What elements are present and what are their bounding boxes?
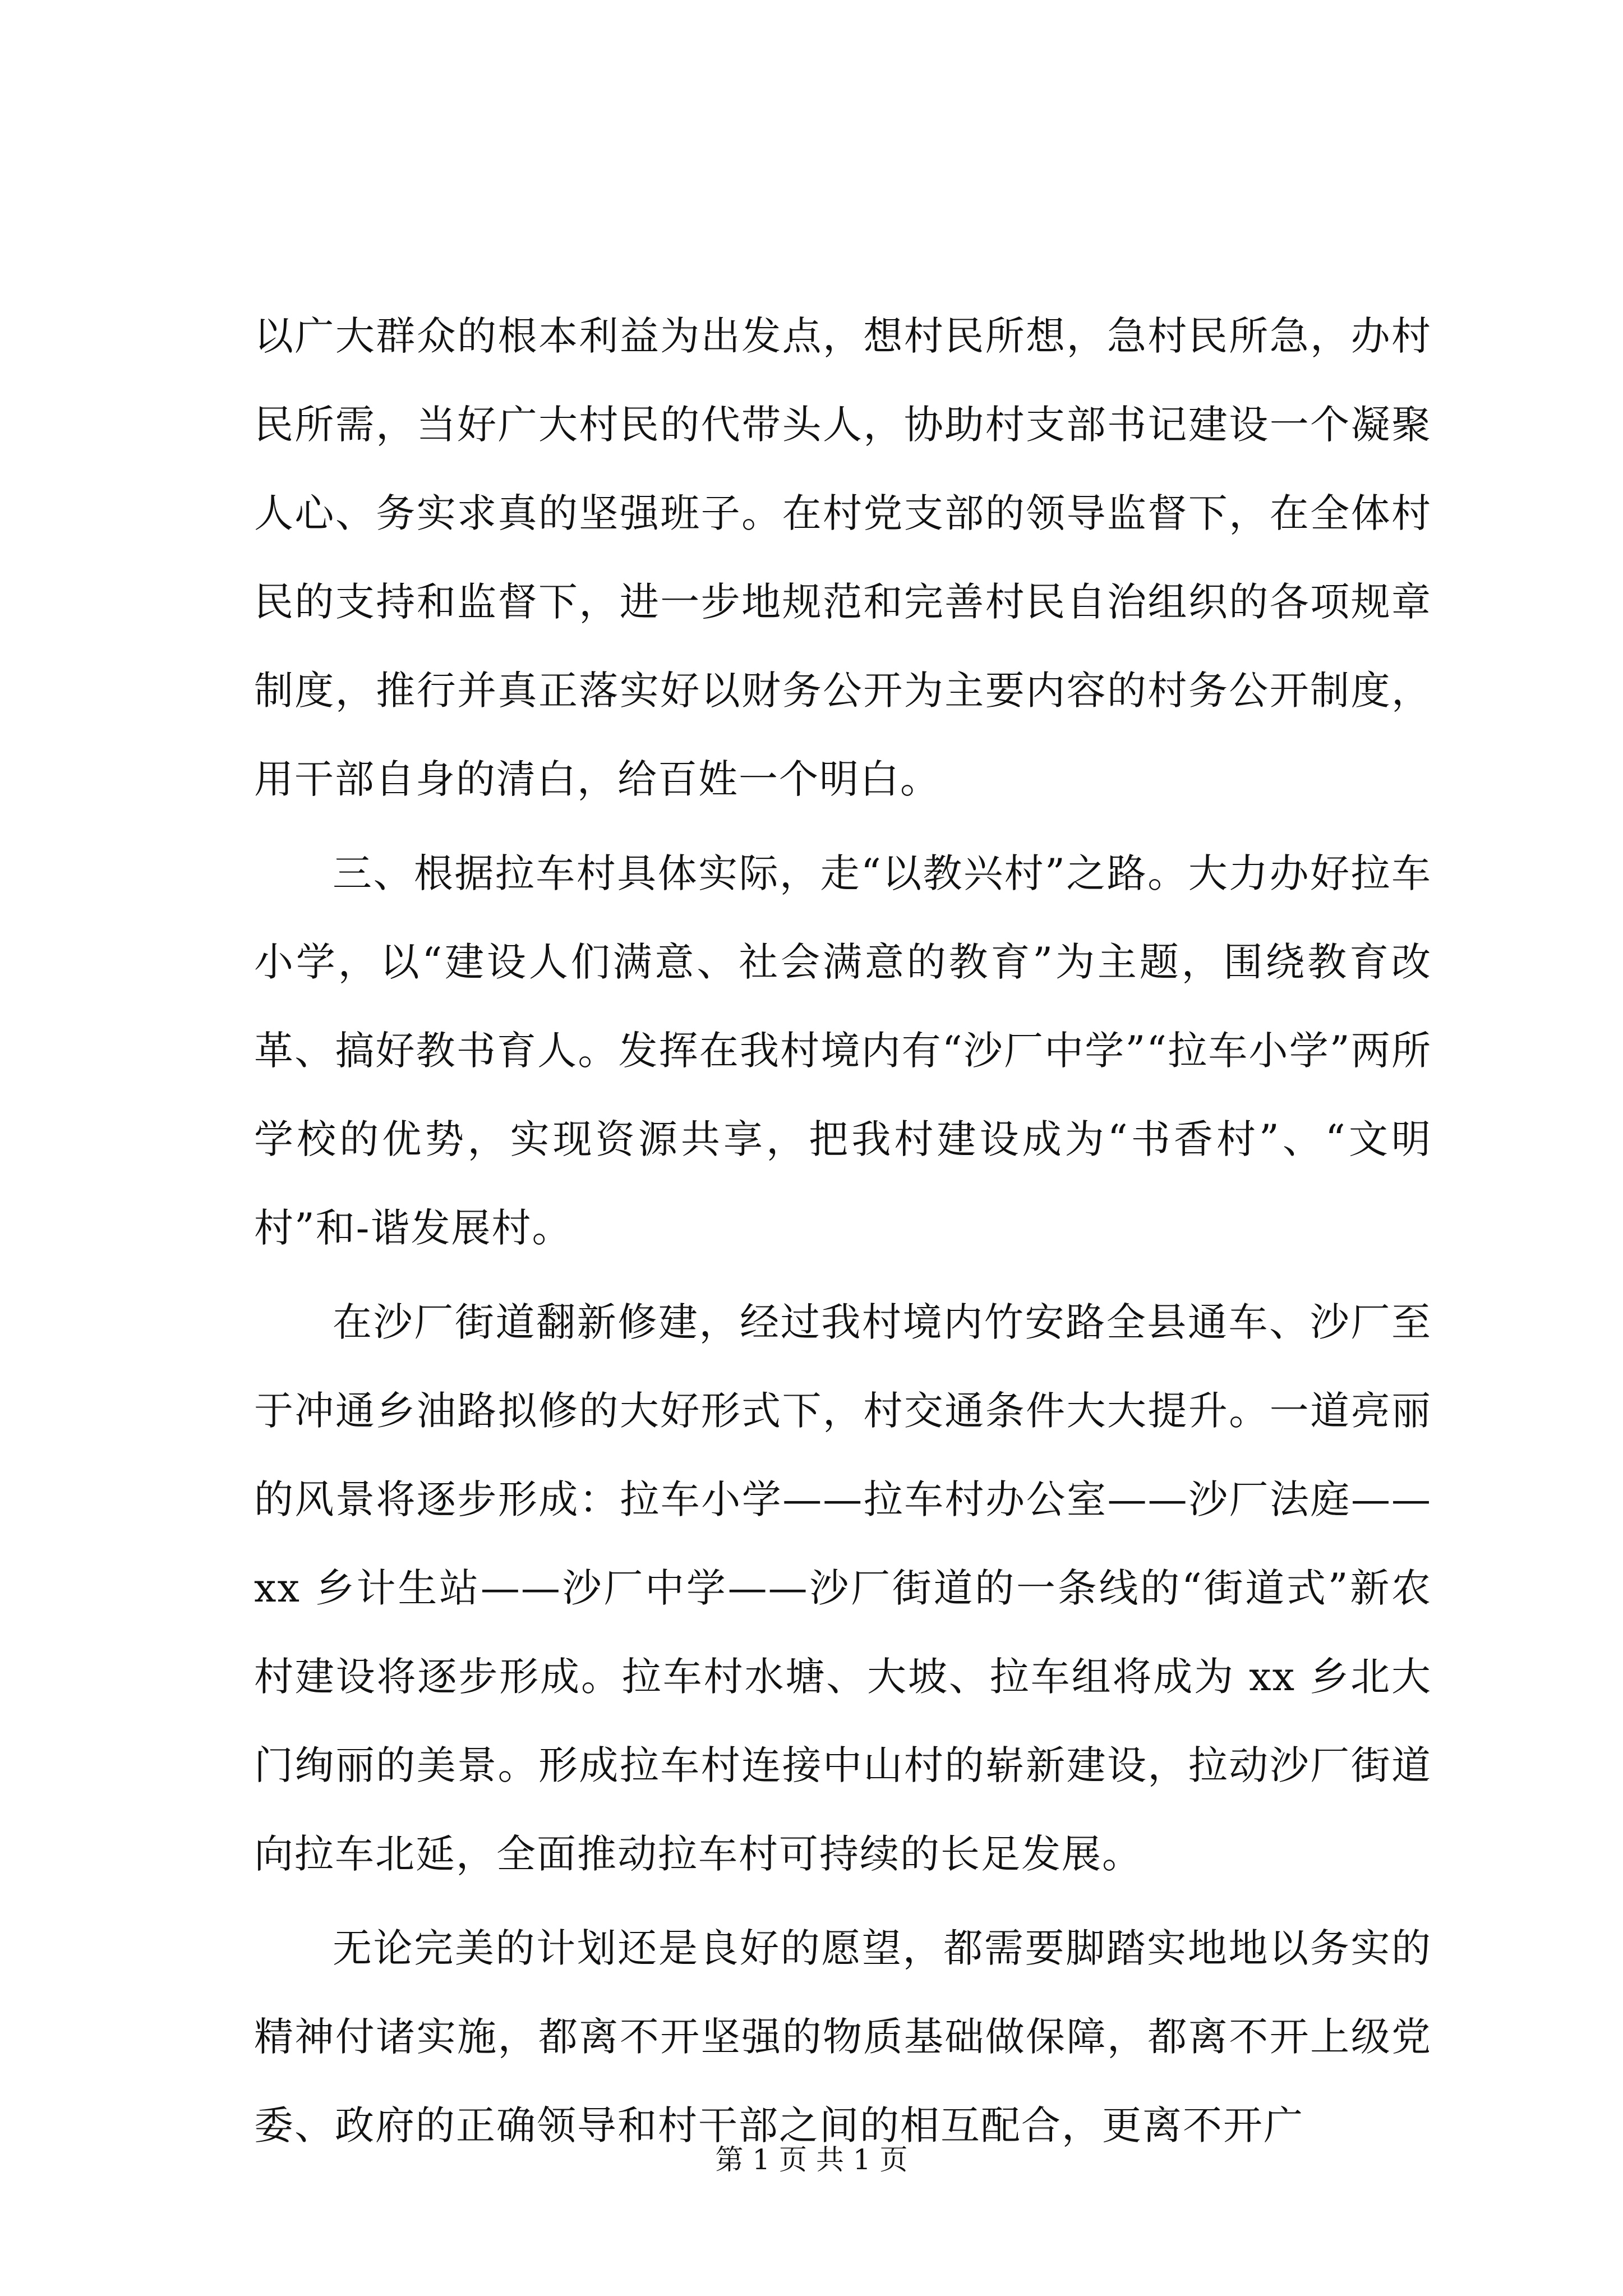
paragraph-transport: 在沙厂街道翻新修建，经过我村境内竹安路全县通车、沙厂至于冲通乡油路拟修的大好形式下，村交通条件大大提升。一道亮丽的风景将逐步形成：拉车小学——拉车村办公室——沙厂法庭——xx 乡计生站——沙厂中学——沙厂街道的一条线的“街道式”新农村建设将逐步形成。拉车村水塘、大坡、拉车组将成为 xx 乡北大门绚丽的美景。形成拉车村连接中山村的崭新建设，拉动沙厂街道向拉车北延，全面推动拉车村可持续的长足发展。: [254, 1299, 1432, 1877]
paragraph-section-three: 三、根据拉车村具体实际，走“以教兴村”之路。大力办好拉车小学，以“建设人们满意、社会满意的教育”为主题，围绕教育改革、搞好教书育人。发挥在我村境内有“沙厂中学”“拉车小学”两所学校的优势，实现资源共享，把我村建设成为“书香村”、“文明村”和-谐发展村。: [254, 850, 1432, 1251]
page-number-footer: 第 1 页 共 1 页: [715, 2143, 908, 2176]
paragraph-continuation: 以广大群众的根本利益为出发点，想村民所想，急村民所急，办村民所需，当好广大村民的代带头人，协助村支部书记建设一个凝聚人心、务实求真的坚强班子。在村党支部的领导监督下，在全体村民的支持和监督下，进一步地规范和完善村民自治组织的各项规章制度，推行并真正落实好以财务公开为主要内容的村务公开制度，用干部自身的清白，给百姓一个明白。: [254, 313, 1432, 802]
document-body: [254, 292, 1432, 2175]
paragraph-conclusion: 无论完美的计划还是良好的愿望，都需要脚踏实地地以务实的精神付诸实施，都离不开坚强的物质基础做保障，都离不开上级党委、政府的正确领导和村干部之间的相互配合，更离不开广: [254, 1925, 1432, 2148]
